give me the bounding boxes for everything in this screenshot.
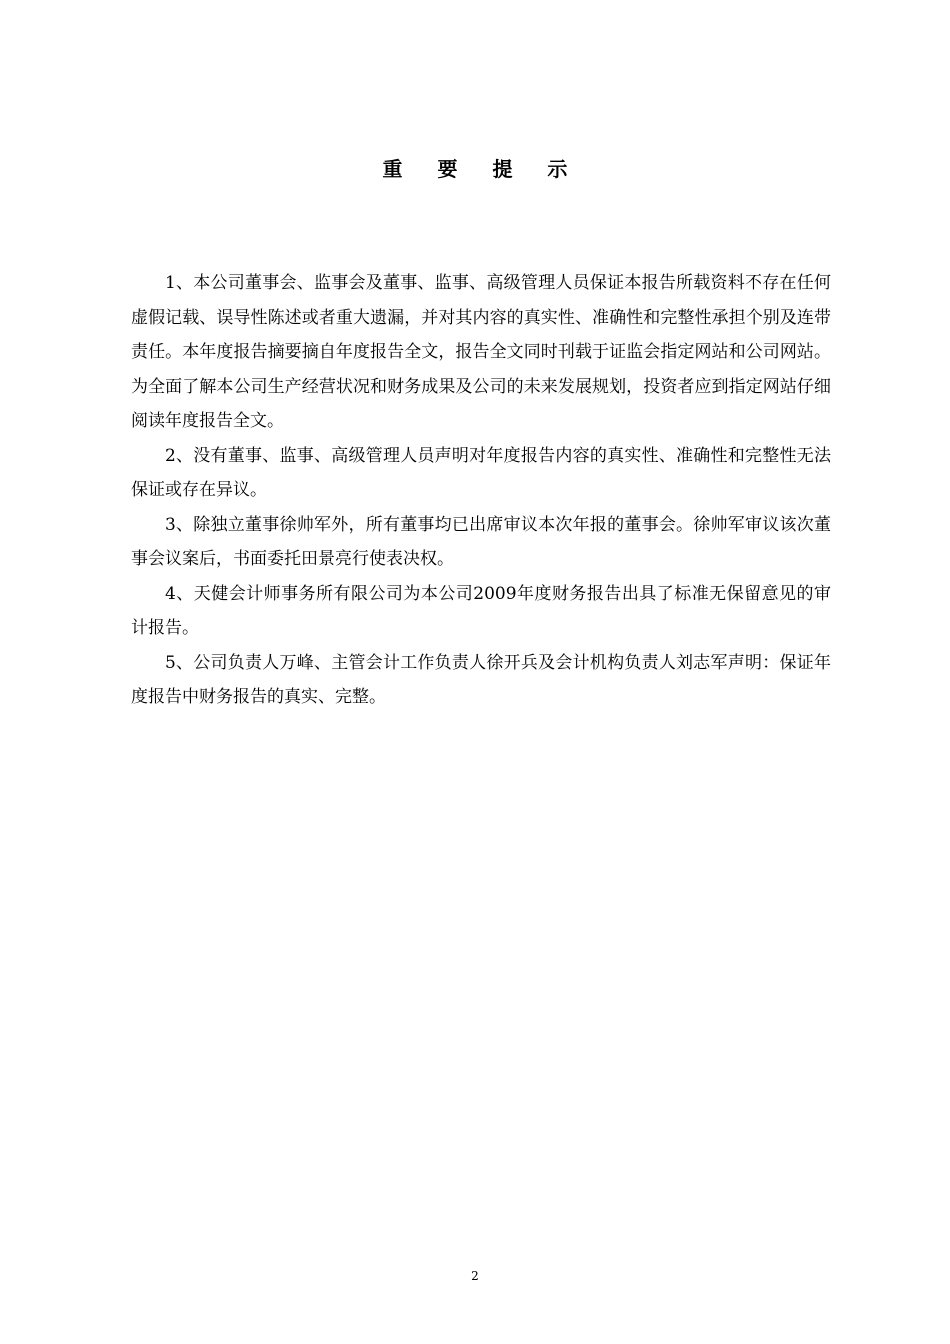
notice-paragraph-1: 1、本公司董事会、监事会及董事、监事、高级管理人员保证本报告所载资料不存在任何虚假记载、误导性陈述或者重大遗漏，并对其内容的真实性、准确性和完整性承担个别及连带责任。本年度报告摘要摘自年度报告全文，报告全文同时刊载于证监会指定网站和公司网站。为全面了解本公司生产经营状况和财务成果及公司的未来发展规划，投资者应到指定网站仔细阅读年度报告全文。 (131, 273, 831, 431)
notice-paragraph-2: 2、没有董事、监事、高级管理人员声明对年度报告内容的真实性、准确性和完整性无法保证或存在异议。 (131, 445, 831, 500)
page-title: 重 要 提 示 (382, 157, 582, 181)
notice-paragraph-4: 4、天健会计师事务所有限公司为本公司2009年度财务报告出具了标准无保留意见的审计报告。 (131, 583, 831, 638)
notice-paragraph-5: 5、公司负责人万峰、主管会计工作负责人徐开兵及会计机构负责人刘志军声明：保证年度报告中财务报告的真实、完整。 (131, 652, 831, 707)
page-number: 2 (471, 1269, 479, 1283)
notice-paragraph-3: 3、除独立董事徐帅军外，所有董事均已出席审议本次年报的董事会。徐帅军审议该次董事会议案后，书面委托田景亮行使表决权。 (131, 514, 831, 569)
notice-body (131, 266, 831, 715)
